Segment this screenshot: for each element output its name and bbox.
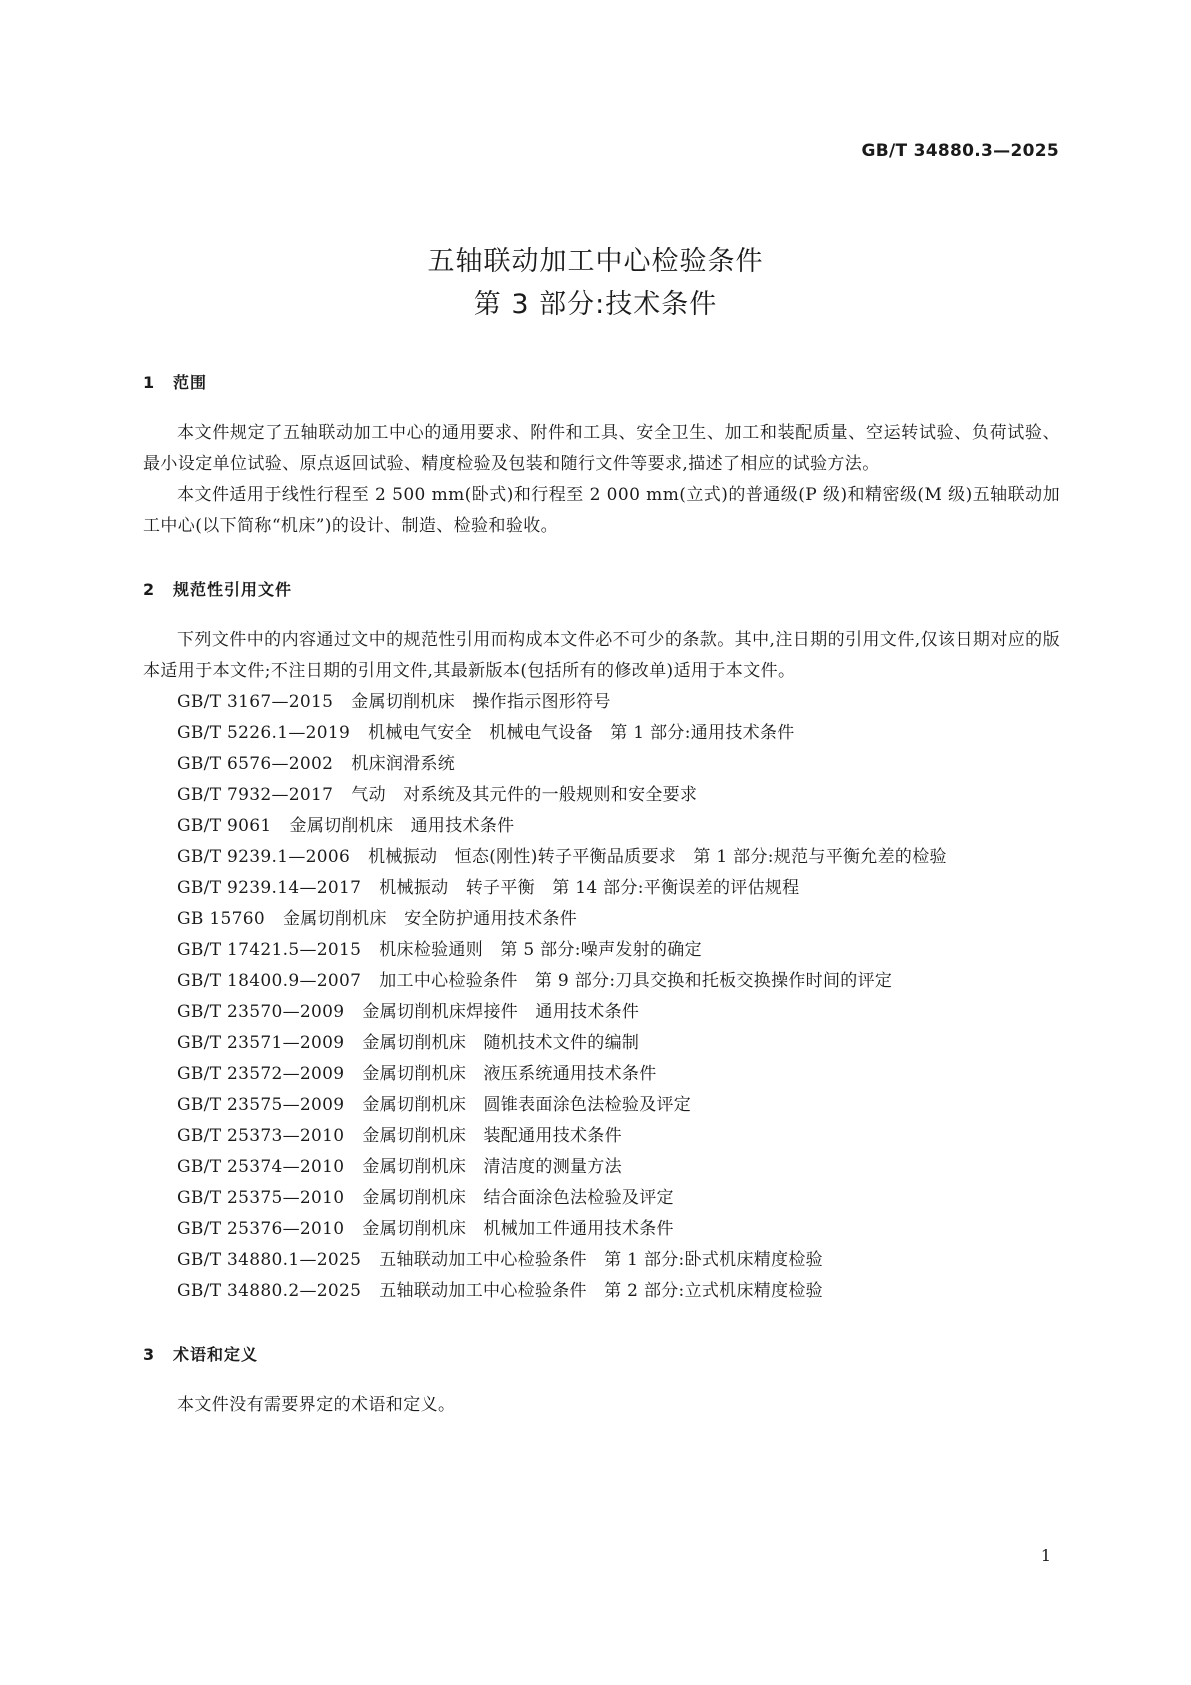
reference-code: GB/T 23575—2009	[177, 1095, 345, 1115]
reference-item	[143, 966, 1060, 997]
reference-code: GB/T 9239.14—2017	[177, 878, 362, 898]
reference-item	[143, 997, 1060, 1028]
reference-title: 金属切削机床 随机技术文件的编制	[362, 1033, 640, 1053]
section-1-heading	[143, 367, 1060, 398]
reference-code: GB/T 25373—2010	[177, 1126, 345, 1146]
reference-item	[143, 1121, 1060, 1152]
reference-title: 气动 对系统及其元件的一般规则和安全要求	[351, 785, 698, 805]
document-title	[0, 240, 1191, 326]
reference-item	[143, 1090, 1060, 1121]
title-line-1: 五轴联动加工中心检验条件	[427, 246, 764, 277]
reference-code: GB/T 34880.1—2025	[177, 1250, 362, 1270]
reference-title: 金属切削机床 圆锥表面涂色法检验及评定	[362, 1095, 692, 1115]
reference-code: GB/T 23572—2009	[177, 1064, 345, 1084]
reference-code: GB/T 18400.9—2007	[177, 971, 362, 991]
reference-title: 金属切削机床 机械加工件通用技术条件	[362, 1219, 674, 1239]
scope-paragraph-2: 本文件适用于线性行程至 2 500 mm(卧式)和行程至 2 000 mm(立式)的普通级(P 级)和精密级(M 级)五轴联动加工中心(以下简称“机床”)的设计、制造、检验和验收。	[143, 485, 1060, 536]
reference-code: GB/T 34880.2—2025	[177, 1281, 362, 1301]
reference-code: GB/T 9239.1—2006	[177, 847, 351, 867]
reference-code: GB/T 25375—2010	[177, 1188, 345, 1208]
title-line-2: 第 3 部分:技术条件	[473, 289, 718, 320]
reference-title: 金属切削机床 结合面涂色法检验及评定	[362, 1188, 674, 1208]
reference-code: GB/T 25374—2010	[177, 1157, 345, 1177]
reference-item	[143, 1028, 1060, 1059]
reference-code: GB/T 9061	[177, 816, 272, 836]
section-3-heading	[143, 1339, 1060, 1370]
standard-number: GB/T 34880.3—2025	[861, 141, 1059, 161]
reference-code: GB/T 23570—2009	[177, 1002, 345, 1022]
reference-code: GB/T 3167—2015	[177, 692, 334, 712]
reference-item	[143, 935, 1060, 966]
reference-title: 机床检验通则 第 5 部分:噪声发射的确定	[379, 940, 702, 960]
reference-item	[143, 811, 1060, 842]
reference-title: 金属切削机床 安全防护通用技术条件	[282, 909, 578, 929]
reference-code: GB/T 7932—2017	[177, 785, 334, 805]
section-number: 1	[143, 373, 156, 392]
page-number: 1	[1040, 1546, 1051, 1565]
reference-title: 金属切削机床焊接件 通用技术条件	[362, 1002, 640, 1022]
reference-item	[143, 842, 1060, 873]
reference-title: 机械振动 转子平衡 第 14 部分:平衡误差的评估规程	[379, 878, 800, 898]
reference-code: GB/T 25376—2010	[177, 1219, 345, 1239]
reference-item	[143, 749, 1060, 780]
reference-code: GB 15760	[177, 909, 265, 929]
section-title: 范围	[173, 373, 208, 392]
reference-list	[143, 687, 1060, 1307]
reference-item	[143, 904, 1060, 935]
reference-title: 五轴联动加工中心检验条件 第 2 部分:立式机床精度检验	[379, 1281, 823, 1301]
reference-title: 机械振动 恒态(刚性)转子平衡品质要求 第 1 部分:规范与平衡允差的检验	[368, 847, 947, 867]
section-title: 规范性引用文件	[173, 580, 293, 599]
section-number: 2	[143, 580, 156, 599]
reference-item	[143, 1183, 1060, 1214]
reference-item	[143, 1276, 1060, 1307]
reference-code: GB/T 5226.1—2019	[177, 723, 351, 743]
reference-item	[143, 1152, 1060, 1183]
reference-item	[143, 1214, 1060, 1245]
reference-item	[143, 873, 1060, 904]
reference-title: 五轴联动加工中心检验条件 第 1 部分:卧式机床精度检验	[379, 1250, 823, 1270]
reference-item	[143, 780, 1060, 811]
scope-paragraph-1: 本文件规定了五轴联动加工中心的通用要求、附件和工具、安全卫生、加工和装配质量、空运转试验、负荷试验、最小设定单位试验、原点返回试验、精度检验及包装和随行文件等要求,描述了相应的试验方法。	[143, 423, 1060, 474]
reference-title: 加工中心检验条件 第 9 部分:刀具交换和托板交换操作时间的评定	[379, 971, 893, 991]
section-number: 3	[143, 1345, 156, 1364]
normative-references-intro: 下列文件中的内容通过文中的规范性引用而构成本文件必不可少的条款。其中,注日期的引用文件,仅该日期对应的版本适用于本文件;不注日期的引用文件,其最新版本(包括所有的修改单)适用于本文件。	[143, 630, 1060, 681]
reference-code: GB/T 17421.5—2015	[177, 940, 362, 960]
reference-title: 金属切削机床 操作指示图形符号	[351, 692, 611, 712]
reference-item	[143, 1245, 1060, 1276]
reference-item	[143, 1059, 1060, 1090]
reference-title: 金属切削机床 液压系统通用技术条件	[362, 1064, 657, 1084]
reference-title: 机床润滑系统	[351, 754, 456, 774]
reference-item	[143, 687, 1060, 718]
reference-title: 机械电气安全 机械电气设备 第 1 部分:通用技术条件	[368, 723, 795, 743]
document-body	[143, 367, 1060, 1421]
reference-code: GB/T 23571—2009	[177, 1033, 345, 1053]
reference-title: 金属切削机床 装配通用技术条件	[362, 1126, 622, 1146]
section-2-heading	[143, 574, 1060, 605]
reference-item	[143, 718, 1060, 749]
section-title: 术语和定义	[173, 1345, 259, 1364]
reference-code: GB/T 6576—2002	[177, 754, 334, 774]
reference-title: 金属切削机床 通用技术条件	[289, 816, 515, 836]
reference-title: 金属切削机床 清洁度的测量方法	[362, 1157, 622, 1177]
terms-paragraph: 本文件没有需要界定的术语和定义。	[177, 1395, 456, 1415]
